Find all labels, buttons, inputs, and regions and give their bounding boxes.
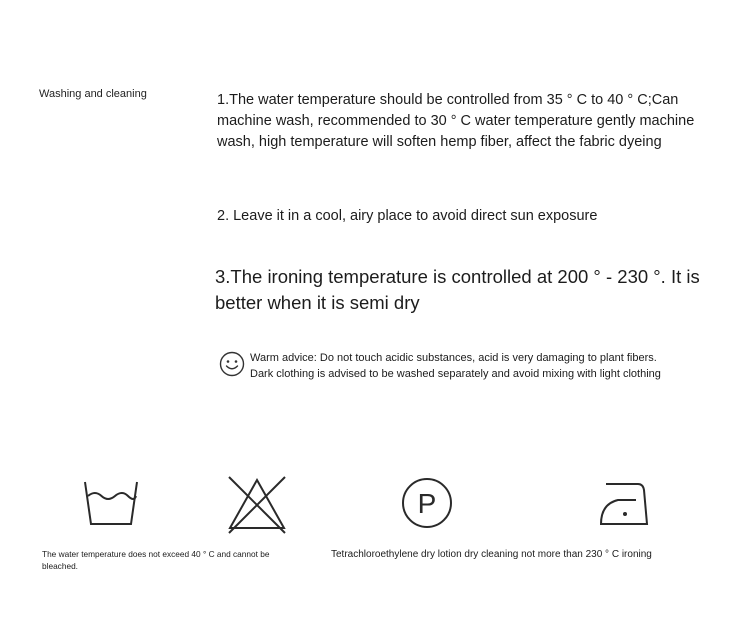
advice-line-1: Warm advice: Do not touch acidic substances, acid is very damaging to plant fibers. [250,352,657,364]
advice-line-2: Dark clothing is advised to be washed separately and avoid mixing with light clothing [250,368,661,380]
caption-wash-bleach: The water temperature does not exceed 40 ° C and cannot be bleached. [42,549,270,571]
warm-advice [250,350,730,382]
wash-tub-icon [82,474,140,528]
section-label: Washing and cleaning [39,88,147,100]
dry-clean-p-icon [400,476,454,530]
no-bleach-icon [226,474,288,534]
instruction-3: 3.The ironing temperature is controlled at 200 ° - 230 °. It is better when it is semi dry [215,266,700,313]
iron-one-dot-icon [598,480,650,528]
caption-dryclean-iron: Tetrachloroethylene dry lotion dry cleaning not more than 230 ° C ironing [331,549,652,560]
instruction-2: 2. Leave it in a cool, airy place to avoid direct sun exposure [217,208,598,224]
dry-clean-letter: P [417,488,437,519]
smiley-icon [219,351,245,377]
instruction-1: 1.The water temperature should be controlled from 35 ° C to 40 ° C;Can machine wash, recommended to 30 ° C water temperature gently machine wash, high temperature will soften hemp fiber, affect the fabric dyeing [217,92,695,150]
